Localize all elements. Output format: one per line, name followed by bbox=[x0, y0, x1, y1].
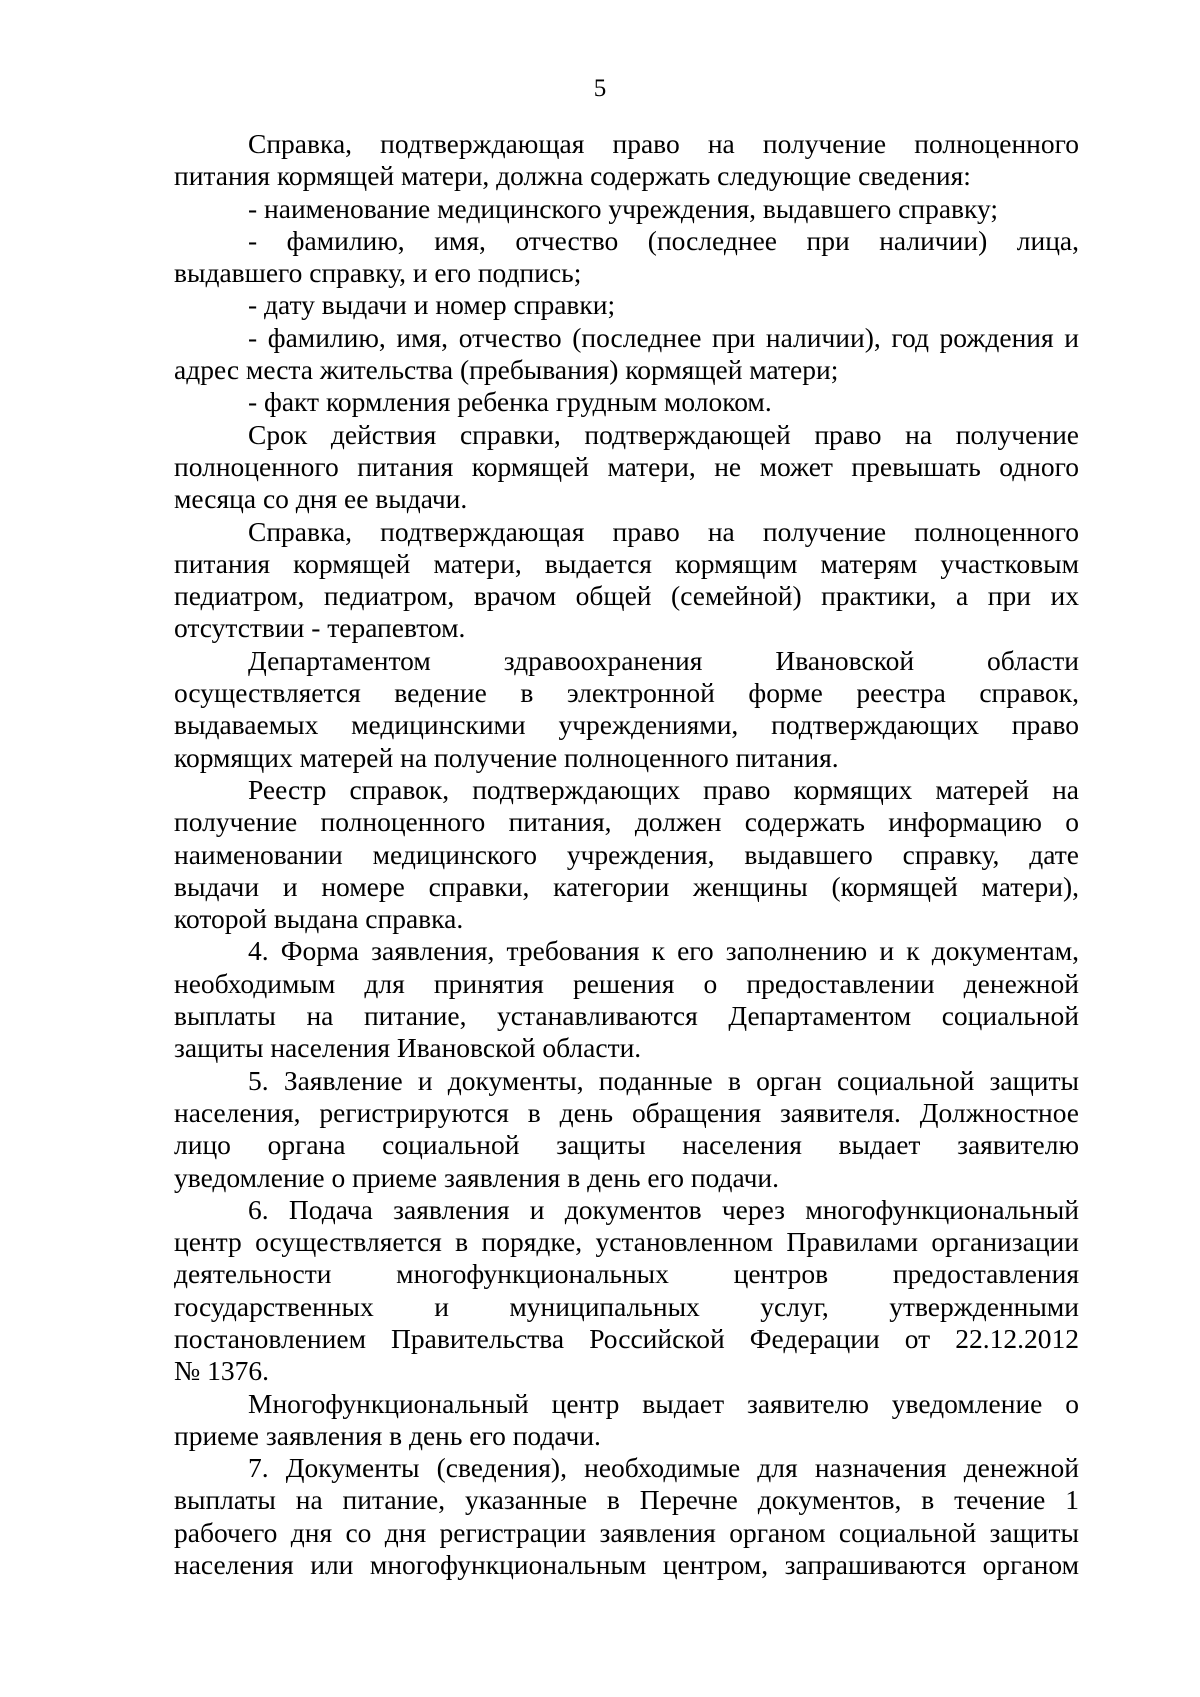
text-line: 7. Документы (сведения), необходимые для назначения денежной bbox=[248, 1452, 1079, 1484]
page-number: 5 bbox=[593, 75, 607, 102]
text-line: населения, регистрируются в день обращения заявителя. Должностное bbox=[174, 1096, 1079, 1128]
text-line: наименовании медицинского учреждения, выдавшего справку, дате bbox=[174, 838, 1079, 870]
text-line: выдавшего справку, и его подпись; bbox=[174, 257, 582, 289]
text-line: центр осуществляется в порядке, установленном Правилами организации bbox=[174, 1226, 1079, 1258]
text-line: приеме заявления в день его подачи. bbox=[174, 1419, 601, 1451]
text-line: лицо органа социальной защиты населения выдает заявителю bbox=[174, 1129, 1079, 1161]
text-line: получение полноценного питания, должен содержать информацию о bbox=[174, 806, 1079, 838]
text-line: Справка, подтверждающая право на получение полноценного bbox=[248, 128, 1079, 159]
text-line: полноценного питания кормящей матери, не может превышать одного bbox=[174, 450, 1079, 482]
text-line: педиатром, педиатром, врачом общей (семейной) практики, а при их bbox=[174, 580, 1079, 612]
text-line: питания кормящей матери, должна содержать следующие сведения: bbox=[174, 160, 971, 192]
text-line: месяца со дня ее выдачи. bbox=[174, 483, 468, 515]
text-line: - дату выдачи и номер справки; bbox=[248, 289, 616, 321]
text-line: рабочего дня со дня регистрации заявления органом социальной защиты bbox=[174, 1516, 1079, 1548]
document-body bbox=[174, 128, 1079, 1581]
text-line: - фамилию, имя, отчество (последнее при наличии), год рождения и bbox=[248, 321, 1079, 353]
text-line: Многофункциональный центр выдает заявителю уведомление о bbox=[248, 1387, 1079, 1419]
text-line: выдачи и номере справки, категории женщины (кормящей матери), bbox=[174, 870, 1079, 902]
text-line: Срок действия справки, подтверждающей право на получение bbox=[248, 418, 1079, 450]
text-line: 6. Подача заявления и документов через многофункциональный bbox=[248, 1193, 1079, 1225]
text-line: адрес места жительства (пребывания) кормящей матери; bbox=[174, 354, 839, 386]
text-line: питания кормящей матери, выдается кормящим матерям участковым bbox=[174, 547, 1079, 579]
text-line: защиты населения Ивановской области. bbox=[174, 1032, 642, 1064]
text-line: осуществляется ведение в электронной форме реестра справок, bbox=[174, 677, 1079, 709]
text-line: государственных и муниципальных услуг, утвержденными bbox=[174, 1290, 1079, 1322]
text-line: № 1376. bbox=[174, 1355, 269, 1387]
text-line: - фамилию, имя, отчество (последнее при наличии) лица, bbox=[248, 224, 1079, 256]
text-line: выплаты на питание, указанные в Перечне документов, в течение 1 bbox=[174, 1484, 1079, 1516]
text-line: отсутствии - терапевтом. bbox=[174, 612, 466, 644]
text-line: выплаты на питание, устанавливаются Департаментом социальной bbox=[174, 1000, 1079, 1032]
text-line: уведомление о приеме заявления в день его подачи. bbox=[174, 1161, 780, 1193]
text-line: - наименование медицинского учреждения, выдавшего справку; bbox=[248, 192, 999, 224]
text-line: Справка, подтверждающая право на получение полноценного bbox=[248, 515, 1079, 547]
text-line: 5. Заявление и документы, поданные в орган социальной защиты bbox=[248, 1064, 1079, 1096]
text-line: Департаментом здравоохранения Ивановской области bbox=[248, 644, 1079, 676]
text-line: 4. Форма заявления, требования к его заполнению и к документам, bbox=[248, 935, 1079, 967]
text-line: постановлением Правительства Российской Федерации от 22.12.2012 bbox=[174, 1322, 1079, 1354]
text-line: - факт кормления ребенка грудным молоком. bbox=[248, 386, 772, 418]
text-line: деятельности многофункциональных центров предоставления bbox=[174, 1258, 1079, 1290]
text-line: необходимым для принятия решения о предоставлении денежной bbox=[174, 967, 1079, 999]
text-line: которой выдана справка. bbox=[174, 903, 464, 935]
text-line: кормящих матерей на получение полноценного питания. bbox=[174, 741, 839, 773]
text-line: Реестр справок, подтверждающих право кормящих матерей на bbox=[248, 773, 1079, 805]
text-line: населения или многофункциональным центром, запрашиваются органом bbox=[174, 1549, 1079, 1581]
text-line: выдаваемых медицинскими учреждениями, подтверждающих право bbox=[174, 709, 1079, 741]
